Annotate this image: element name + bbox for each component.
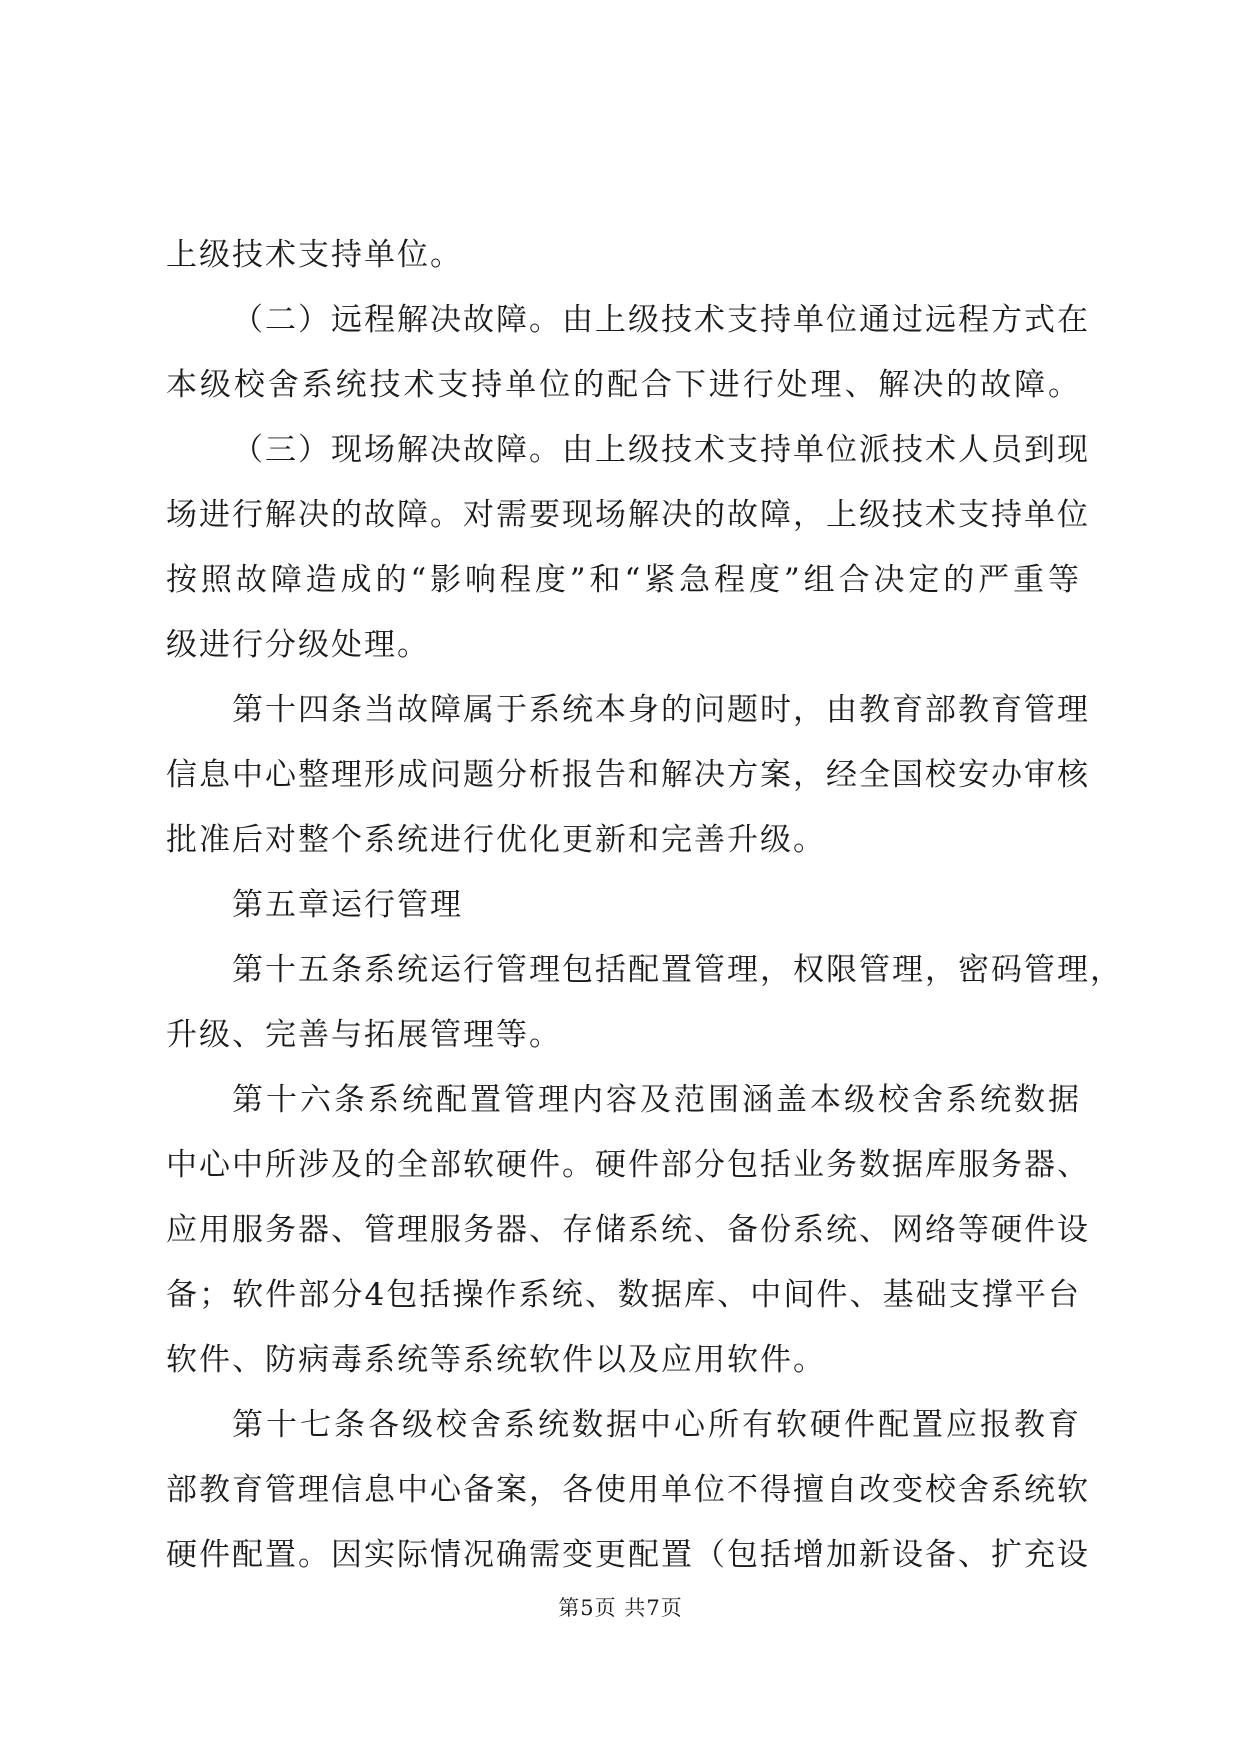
paragraph-line: 第十七条各级校舍系统数据中心所有软硬件配置应报教育 bbox=[232, 1407, 1081, 1443]
paragraph-line: 软件、防病毒系统等系统软件以及应用软件。 bbox=[166, 1342, 826, 1378]
paragraph-line: 第十四条当故障属于系统本身的问题时，由教育部教育管理 bbox=[232, 692, 1090, 728]
paragraph-line: 本级校舍系统技术支持单位的配合下进行处理、解决的故障。 bbox=[166, 367, 1081, 403]
document-body bbox=[166, 223, 1123, 1588]
chapter-heading: 第五章运行管理 bbox=[232, 887, 463, 923]
paragraph-line: 上级技术支持单位。 bbox=[166, 237, 463, 273]
paragraph-line: 按照故障造成的“影响程度”和“紧急程度”组合决定的严重等 bbox=[166, 562, 1081, 598]
paragraph-line: （二）远程解决故障。由上级技术支持单位通过远程方式在 bbox=[232, 302, 1090, 338]
paragraph-line: 信息中心整理形成问题分析报告和解决方案，经全国校安办审核 bbox=[166, 757, 1090, 793]
paragraph-line: 升级、完善与拓展管理等。 bbox=[166, 1017, 562, 1053]
page-number-footer: 第5页 共7页 bbox=[558, 1596, 683, 1620]
paragraph-line: 硬件配置。因实际情况确需变更配置（包括增加新设备、扩充设 bbox=[166, 1537, 1090, 1573]
paragraph-line: 场进行解决的故障。对需要现场解决的故障，上级技术支持单位 bbox=[166, 497, 1090, 533]
paragraph-line: 第十六条系统配置管理内容及范围涵盖本级校舍系统数据 bbox=[232, 1082, 1081, 1118]
paragraph-line: 第十五条系统运行管理包括配置管理，权限管理，密码管理， bbox=[232, 952, 1123, 988]
paragraph-line: 备；软件部分4包括操作系统、数据库、中间件、基础支撑平台 bbox=[166, 1277, 1081, 1313]
paragraph-line: 级进行分级处理。 bbox=[166, 627, 430, 663]
paragraph-line: 部教育管理信息中心备案，各使用单位不得擅自改变校舍系统软 bbox=[166, 1472, 1090, 1508]
paragraph-line: 中心中所涉及的全部软硬件。硬件部分包括业务数据库服务器、 bbox=[166, 1147, 1090, 1183]
paragraph-line: 应用服务器、管理服务器、存储系统、备份系统、网络等硬件设 bbox=[166, 1212, 1090, 1248]
paragraph-line: 批准后对整个系统进行优化更新和完善升级。 bbox=[166, 822, 826, 858]
paragraph-line: （三）现场解决故障。由上级技术支持单位派技术人员到现 bbox=[232, 432, 1090, 468]
